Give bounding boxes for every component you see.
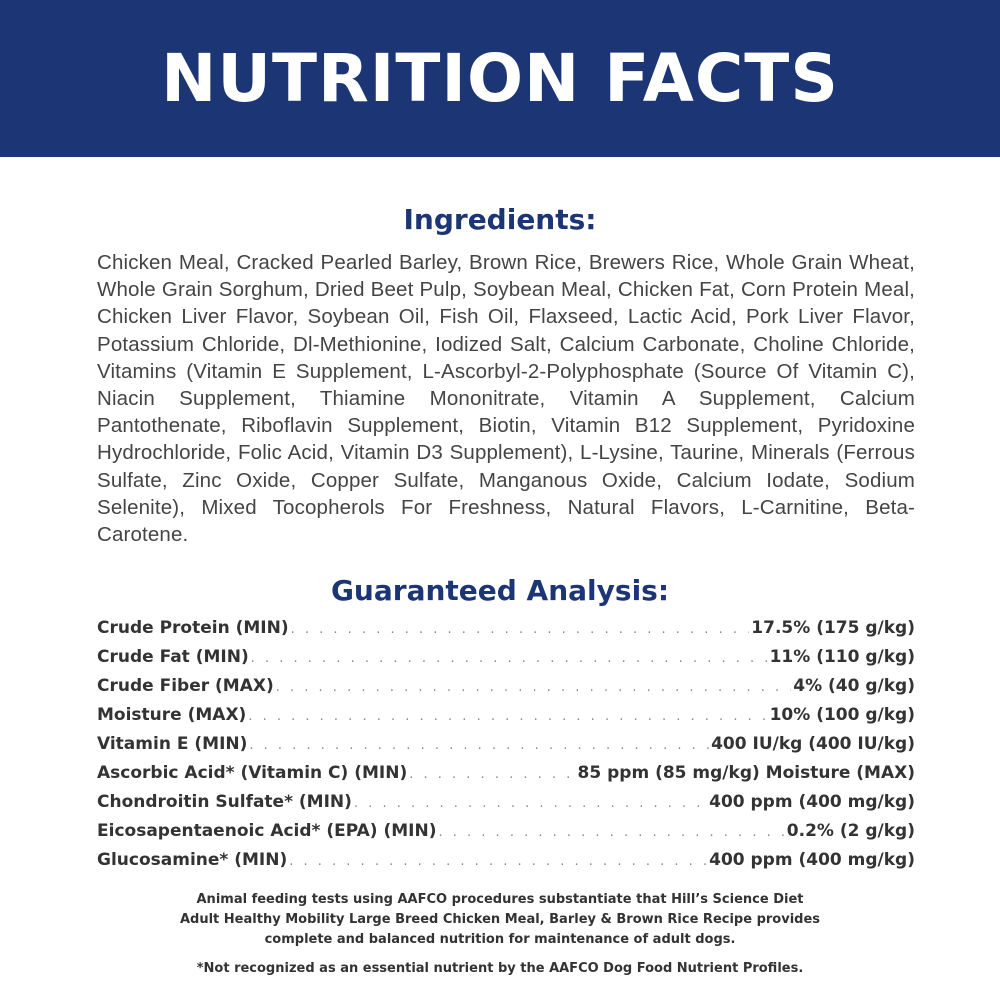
nutrient-name: Vitamin E (MIN) [97, 734, 248, 754]
dot-leader [276, 680, 792, 695]
guaranteed-analysis-heading: Guaranteed Analysis: [330, 574, 670, 607]
analysis-row [97, 734, 915, 763]
aafco-statement-line: complete and balanced nutrition for maintenance of adult dogs. [264, 932, 736, 947]
aafco-statement-line: Animal feeding tests using AAFCO procedures substantiate that Hill’s Science Diet [196, 892, 804, 907]
nutrient-name: Ascorbic Acid* (Vitamin C) (MIN) [97, 763, 408, 783]
nutrient-value: 11% (110 g/kg) [769, 647, 915, 667]
nutrient-name: Eicosapentaenoic Acid* (EPA) (MIN) [97, 821, 437, 841]
dot-leader [249, 738, 709, 753]
nutrient-value: 85 ppm (85 mg/kg) Moisture (MAX) [577, 763, 915, 783]
nutrient-name: Crude Fiber (MAX) [97, 676, 274, 696]
nutrient-value: 17.5% (175 g/kg) [751, 618, 915, 638]
ingredients-heading: Ingredients: [403, 203, 597, 236]
nutrient-name: Chondroitin Sulfate* (MIN) [97, 792, 352, 812]
analysis-row [97, 792, 915, 821]
nutrient-value: 10% (100 g/kg) [769, 705, 915, 725]
analysis-row [97, 763, 915, 792]
nutrient-value: 400 ppm (400 mg/kg) [709, 850, 915, 870]
dot-leader [251, 651, 768, 666]
header-banner [0, 0, 1000, 157]
nutrient-name: Moisture (MAX) [97, 705, 247, 725]
analysis-row [97, 850, 915, 879]
analysis-row [97, 705, 915, 734]
nutrient-value: 4% (40 g/kg) [793, 676, 915, 696]
guaranteed-analysis-table [97, 618, 915, 879]
dot-leader [248, 709, 767, 724]
nutrient-name: Glucosamine* (MIN) [97, 850, 288, 870]
dot-leader [439, 825, 785, 840]
nutrient-name: Crude Protein (MIN) [97, 618, 289, 638]
nutrient-value: 400 IU/kg (400 IU/kg) [711, 734, 915, 754]
aafco-statement [100, 890, 900, 950]
aafco-statement-line: Adult Healthy Mobility Large Breed Chicken Meal, Barley & Brown Rice Recipe provides [179, 912, 821, 927]
analysis-row [97, 647, 915, 676]
analysis-row [97, 821, 915, 850]
dot-leader [291, 622, 750, 637]
analysis-row [97, 676, 915, 705]
nutrient-name: Crude Fat (MIN) [97, 647, 249, 667]
dot-leader [354, 796, 707, 811]
footnote: *Not recognized as an essential nutrient by the AAFCO Dog Food Nutrient Profiles. [196, 961, 804, 976]
page-title: NUTRITION FACTS [161, 39, 839, 117]
analysis-row [97, 618, 915, 647]
dot-leader [409, 767, 575, 782]
dot-leader [289, 854, 707, 869]
nutrient-value: 0.2% (2 g/kg) [786, 821, 915, 841]
ingredients-list: Chicken Meal, Cracked Pearled Barley, Brown Rice, Brewers Rice, Whole Grain Wheat, Whole Grain Sorghum, Dried Beet Pulp, Soybean Meal, Chicken Fat, Corn Protein Meal, Chicken Liver Flavor, Soybean Oil, Fish Oil, Flaxseed, Lactic Acid, Pork Liver Flavor, Potassium Chloride, Dl-Methionine, Iodized Salt, Calcium Carbonate, Choline Chloride, Vitamins (Vitamin E Supplement, L-Ascorbyl-2-Polyphosphate (Source Of Vitamin C), Niacin Supplement, Thiamine Mononitrate, Vitamin A Supplement, Calcium Pantothenate, Riboflavin Supplement, Biotin, Vitamin B12 Supplement, Pyridoxine Hydrochloride, Folic Acid, Vitamin D3 Supplement), L-Lysine, Taurine, Minerals (Ferrous Sulfate, Zinc Oxide, Copper Sulfate, Manganous Oxide, Calcium Iodate, Sodium Selenite), Mixed Tocopherols For Freshness, Natural Flavors, L-Carnitine, Beta-Carotene. [97, 251, 915, 547]
nutrient-value: 400 ppm (400 mg/kg) [709, 792, 915, 812]
